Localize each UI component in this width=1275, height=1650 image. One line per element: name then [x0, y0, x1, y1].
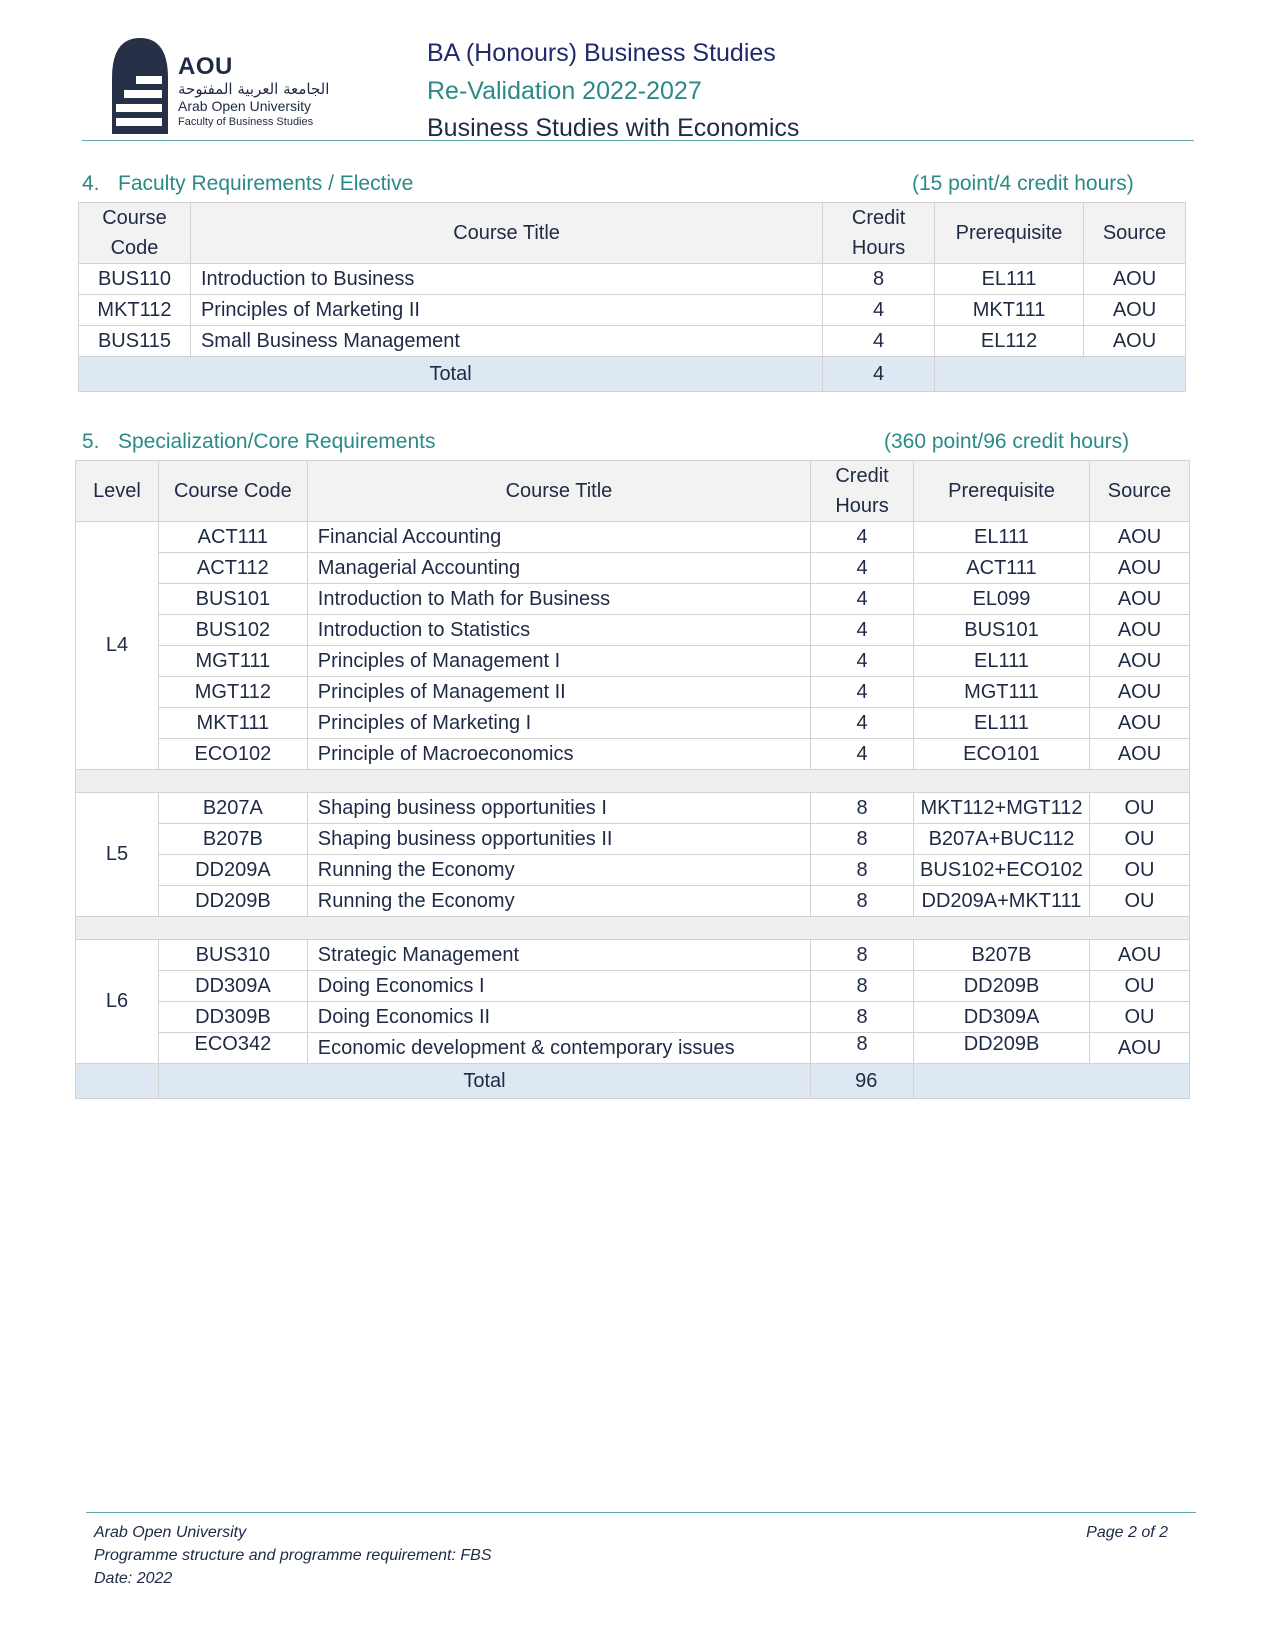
section4-title: Faculty Requirements / Elective	[118, 172, 414, 195]
cell-title: Small Business Management	[190, 326, 822, 357]
cell-prereq: MKT111	[935, 295, 1084, 326]
page-subtitle: Re-Validation 2022-2027	[427, 77, 702, 105]
logo-arabic: الجامعة العربية المفتوحة	[178, 80, 330, 98]
total-blank	[914, 1064, 1190, 1099]
cell-source: AOU	[1084, 264, 1186, 295]
page-number: Page 2 of 2	[1086, 1524, 1168, 1541]
cell-prereq: DD209B	[914, 971, 1090, 1002]
cell-code: BUS310	[158, 940, 307, 971]
cell-credit: 8	[811, 1002, 914, 1033]
table-row	[79, 326, 1186, 357]
total-blank	[76, 1064, 159, 1099]
total-row	[76, 1064, 1190, 1099]
cell-prereq: MKT112+MGT112	[914, 793, 1090, 824]
cell-credit: 8	[811, 940, 914, 971]
cell-credit: 4	[811, 584, 914, 615]
footer-date: Date: 2022	[94, 1570, 173, 1587]
table-header-row	[76, 461, 1190, 522]
cell-source: AOU	[1089, 553, 1189, 584]
logo-abbr: AOU	[178, 53, 233, 80]
cell-prereq: MGT111	[914, 677, 1090, 708]
cell-code: B207A	[158, 793, 307, 824]
total-value: 4	[823, 357, 935, 392]
col-course-code: Course Code	[158, 461, 307, 522]
total-row	[79, 357, 1186, 392]
table-row	[76, 971, 1190, 1002]
cell-title: Principles of Marketing I	[307, 708, 810, 739]
section5-number: 5.	[82, 430, 100, 453]
cell-title: Strategic Management	[307, 940, 810, 971]
cell-prereq: EL111	[914, 522, 1090, 553]
cell-source: AOU	[1089, 522, 1189, 553]
cell-credit: 8	[811, 824, 914, 855]
col-prerequisite: Prerequisite	[935, 203, 1084, 264]
cell-code: MKT112	[79, 295, 191, 326]
cell-prereq: ECO101	[914, 739, 1090, 770]
cell-title: Running the Economy	[307, 855, 810, 886]
cell-code: DD209A	[158, 855, 307, 886]
table-row	[76, 793, 1190, 824]
page-title: BA (Honours) Business Studies	[427, 39, 776, 67]
cell-source: AOU	[1089, 646, 1189, 677]
table-row	[76, 615, 1190, 646]
cell-prereq: ACT111	[914, 553, 1090, 584]
col-course-code: Course Code	[79, 203, 191, 264]
cell-source: AOU	[1089, 584, 1189, 615]
cell-prereq: EL099	[914, 584, 1090, 615]
cell-source: AOU	[1089, 677, 1189, 708]
cell-credit: 8	[811, 793, 914, 824]
footer-university: Arab Open University	[94, 1524, 247, 1541]
cell-prereq: BUS102+ECO102	[914, 855, 1090, 886]
cell-level: L6	[76, 940, 159, 1064]
section4-credits: (15 point/4 credit hours)	[912, 172, 1134, 195]
cell-source: AOU	[1089, 940, 1189, 971]
cell-title: Principles of Management II	[307, 677, 810, 708]
separator-cell	[76, 917, 1190, 940]
cell-credit: 8	[811, 855, 914, 886]
table-row	[76, 646, 1190, 677]
cell-code: ECO102	[158, 739, 307, 770]
cell-title: Principle of Macroeconomics	[307, 739, 810, 770]
cell-credit: 4	[811, 739, 914, 770]
logo-name: Arab Open University	[178, 98, 312, 114]
level-separator	[76, 770, 1190, 793]
table-row	[79, 264, 1186, 295]
cell-code: MGT112	[158, 677, 307, 708]
total-label: Total	[79, 357, 823, 392]
total-value: 96	[811, 1064, 914, 1099]
table-row	[76, 677, 1190, 708]
cell-code: BUS115	[79, 326, 191, 357]
cell-source: AOU	[1089, 1033, 1189, 1064]
cell-prereq: EL111	[914, 708, 1090, 739]
table-row	[76, 855, 1190, 886]
cell-title: Principles of Management I	[307, 646, 810, 677]
core-requirements-table	[75, 460, 1190, 1099]
table-row	[76, 708, 1190, 739]
cell-credit: 4	[811, 522, 914, 553]
cell-credit: 8	[811, 886, 914, 917]
table-row	[76, 940, 1190, 971]
cell-code: DD309B	[158, 1002, 307, 1033]
cell-credit: 4	[811, 677, 914, 708]
cell-credit: 8	[811, 1033, 914, 1064]
cell-credit: 4	[811, 553, 914, 584]
section5-heading	[82, 430, 436, 454]
col-level: Level	[76, 461, 159, 522]
cell-source: AOU	[1089, 739, 1189, 770]
cell-source: OU	[1089, 793, 1189, 824]
cell-code: B207B	[158, 824, 307, 855]
cell-prereq: BUS101	[914, 615, 1090, 646]
total-blank	[935, 357, 1186, 392]
total-label: Total	[158, 1064, 810, 1099]
cell-source: OU	[1089, 1002, 1189, 1033]
cell-credit: 4	[823, 326, 935, 357]
cell-credit: 4	[811, 615, 914, 646]
cell-credit: 4	[811, 708, 914, 739]
cell-title: Shaping business opportunities II	[307, 824, 810, 855]
col-course-title: Course Title	[307, 461, 810, 522]
col-prerequisite: Prerequisite	[914, 461, 1090, 522]
cell-title: Introduction to Statistics	[307, 615, 810, 646]
cell-code: BUS110	[79, 264, 191, 295]
table-row	[76, 739, 1190, 770]
cell-code: ACT112	[158, 553, 307, 584]
aou-logo	[112, 38, 352, 134]
cell-prereq: DD309A	[914, 1002, 1090, 1033]
cell-code: MGT111	[158, 646, 307, 677]
cell-title: Shaping business opportunities I	[307, 793, 810, 824]
table-row	[76, 522, 1190, 553]
cell-title: Running the Economy	[307, 886, 810, 917]
table-header-row	[79, 203, 1186, 264]
cell-level: L4	[76, 522, 159, 770]
page-footer	[86, 1512, 1196, 1587]
table-row	[76, 584, 1190, 615]
logo-faculty: Faculty of Business Studies	[178, 116, 314, 128]
cell-source: OU	[1089, 971, 1189, 1002]
cell-source: AOU	[1089, 615, 1189, 646]
col-source: Source	[1089, 461, 1189, 522]
table-row	[79, 295, 1186, 326]
cell-title: Economic development & contemporary issues	[307, 1033, 810, 1064]
faculty-requirements-table	[78, 202, 1186, 392]
section5-credits: (360 point/96 credit hours)	[884, 430, 1130, 453]
cell-title: Introduction to Business	[190, 264, 822, 295]
cell-prereq: EL112	[935, 326, 1084, 357]
cell-code: BUS102	[158, 615, 307, 646]
cell-title: Doing Economics II	[307, 1002, 810, 1033]
cell-source: OU	[1089, 886, 1189, 917]
cell-title: Financial Accounting	[307, 522, 810, 553]
table-row	[76, 824, 1190, 855]
section5-title: Specialization/Core Requirements	[118, 430, 436, 453]
cell-source: AOU	[1084, 326, 1186, 357]
cell-source: OU	[1089, 824, 1189, 855]
col-source: Source	[1084, 203, 1186, 264]
cell-code: DD309A	[158, 971, 307, 1002]
separator-cell	[76, 770, 1190, 793]
col-credit-hours: Credit Hours	[811, 461, 914, 522]
table-row	[76, 886, 1190, 917]
cell-source: AOU	[1084, 295, 1186, 326]
cell-code: ACT111	[158, 522, 307, 553]
cell-prereq: DD209B	[914, 1033, 1090, 1064]
table-row	[76, 553, 1190, 584]
col-credit-hours: Credit Hours	[823, 203, 935, 264]
col-course-title: Course Title	[190, 203, 822, 264]
cell-title: Introduction to Math for Business	[307, 584, 810, 615]
cell-credit: 8	[811, 971, 914, 1002]
cell-credit: 4	[823, 295, 935, 326]
cell-code: BUS101	[158, 584, 307, 615]
cell-code: DD209B	[158, 886, 307, 917]
cell-credit: 4	[811, 646, 914, 677]
cell-credit: 8	[823, 264, 935, 295]
cell-title: Managerial Accounting	[307, 553, 810, 584]
page-header	[82, 30, 1194, 141]
table-row	[76, 1033, 1190, 1064]
cell-title: Principles of Marketing II	[190, 295, 822, 326]
section4-number: 4.	[82, 172, 100, 195]
cell-prereq: DD209A+MKT111	[914, 886, 1090, 917]
level-separator	[76, 917, 1190, 940]
cell-prereq: EL111	[914, 646, 1090, 677]
cell-prereq: B207B	[914, 940, 1090, 971]
footer-document: Programme structure and programme requirement: FBS	[94, 1547, 492, 1564]
table-row	[76, 1002, 1190, 1033]
cell-code: MKT111	[158, 708, 307, 739]
section4-heading	[82, 172, 413, 196]
cell-code: ECO342	[158, 1033, 307, 1064]
cell-source: OU	[1089, 855, 1189, 886]
cell-prereq: B207A+BUC112	[914, 824, 1090, 855]
cell-prereq: EL111	[935, 264, 1084, 295]
cell-level: L5	[76, 793, 159, 917]
cell-source: AOU	[1089, 708, 1189, 739]
cell-title: Doing Economics I	[307, 971, 810, 1002]
pathway-title: Business Studies with Economics	[427, 114, 800, 142]
